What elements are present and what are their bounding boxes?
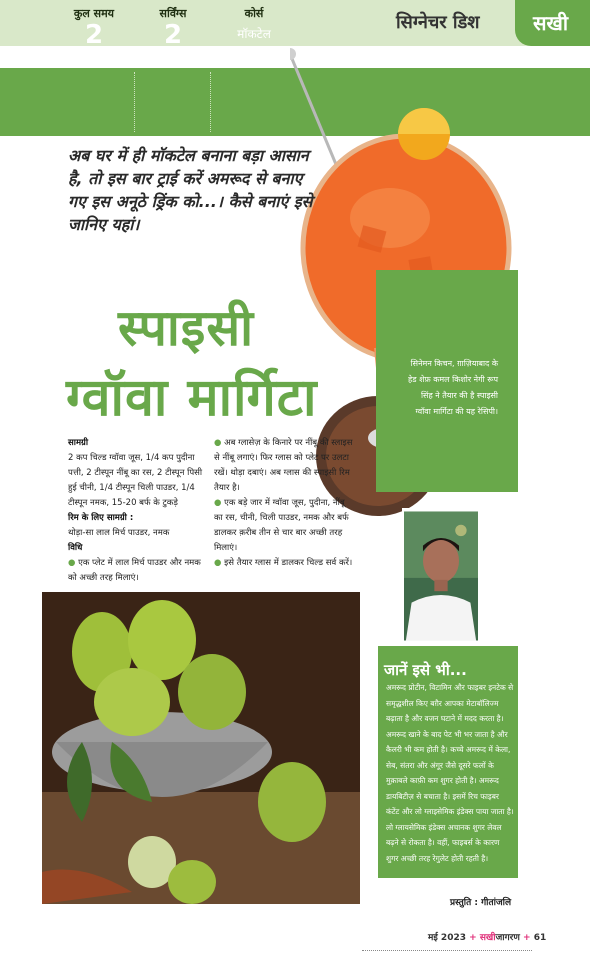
recipe-title-line1: स्पाइसी	[118, 299, 255, 357]
servings-cell	[140, 6, 206, 49]
method-step-3	[214, 496, 354, 556]
total-time-label: कुल समय	[73, 7, 115, 20]
guava-photo	[42, 592, 360, 904]
brand-tab	[515, 0, 590, 46]
method-step-4-text: इसे तैयार ग्लास में डालकर चिल्ड सर्व करें।	[224, 558, 353, 568]
ingredients-text: 2 कप चिल्ड ग्वॉवा जूस, 1/4 कप पुदीना पत्ती, 2 टीस्पून नींबू का रस, 2 टीस्पून पिसी हुई चीनी, 1/4 टीस्पून चिली पाउडर, 1/4 टीस्पून नमक, 15-20 बर्फ के टुकड़े	[68, 453, 203, 508]
method-step-2	[214, 436, 354, 496]
method-step-3-text: एक बड़े जार में ग्वॉवा जूस, पुदीना, नींबू का रस, चीनी, चिली पाउडर, नमक और बर्फ डालकर क़रीब तीन से चार बार अच्छी तरह मिलाएं।	[214, 498, 349, 553]
section-title: सिग्नेचर डिश	[396, 12, 480, 33]
know-more-body: अमरूद प्रोटीन, विटामिन और फाइबर इनटेक से समृद्धशील किए बग़ैर आपका मेटाबॉलिज्म बढ़ाता है और वजन घटाने में मदद करता है। अमरूद खाने के बाद पेट भी भर जाता है और कैलरी भी कम होती है। कच्चे अमरूद में केला, सेब, संतरा और अंगूर जैसे दूसरे फलों के मुक़ाबले काफ़ी कम शुगर होती है। अमरूद डायबिटीज़ से बचाता है। इसमें रिच फाइबर कंटेंट और लो ग्लाइसेमिक इंडेक्स पाया जाता है। लो ग्लायसेमिक इंडेक्स अचानक शुगर लेवल बढ़ने से रोकता है। वहीं, फाइबर्स के कारण शुगर अच्छी तरह रेगुलेट होती रहती है।	[386, 683, 514, 863]
total-time-cell	[58, 6, 130, 63]
course-value: मॉकटेल	[237, 27, 271, 41]
method-step-1-text: एक प्लेट में लाल मिर्च पाउडर और नमक को अच्छी तरह मिलाएं।	[68, 558, 201, 583]
footer-brand: सखी	[479, 933, 496, 943]
rim-heading: रिम के लिए सामग्री :	[68, 513, 134, 523]
info-divider	[134, 72, 135, 132]
footer-rule	[362, 950, 532, 951]
bullet-icon: ●	[214, 438, 222, 448]
chef-portrait-image	[404, 510, 478, 642]
footer-month: मई 2023	[428, 933, 466, 943]
page-footer	[428, 930, 546, 943]
bullet-icon: ●	[68, 558, 76, 568]
credit-text: प्रस्तुति : गीतांजलि	[450, 898, 512, 908]
rim-ingredients: थोड़ा-सा लाल मिर्च पाउडर, नमक	[68, 528, 170, 538]
method-step-4	[214, 556, 354, 571]
servings-label: सर्विंग्स	[159, 7, 187, 20]
recipe-title-line2: ग्वॉवा मार्गिटा	[66, 368, 318, 428]
bullet-icon: ●	[214, 498, 222, 508]
footer-plus: +	[523, 933, 531, 943]
ingredients-heading: सामग्री	[68, 438, 89, 448]
bullet-icon: ●	[214, 558, 222, 568]
recipe-column-right	[214, 436, 354, 571]
course-label: कोर्स	[244, 7, 264, 20]
course-cell	[220, 6, 288, 42]
know-more-title: जानें इसे भी...	[384, 661, 467, 679]
method-step-2-text: अब ग्लासेज़ के किनारे पर नींबू की स्लाइस से नींबू लगाएं। फिर ग्लास को प्लेट पर उलटा रखें। थोड़ा दबाएं। अब ग्लास की स्पाइसी रिम तैयार है।	[214, 438, 353, 493]
chef-photo	[402, 508, 480, 644]
brand-label: सखी	[533, 11, 569, 35]
method-step-1	[68, 556, 210, 586]
footer-page-number: 61	[533, 933, 547, 943]
method-heading: विधि	[68, 543, 83, 553]
footer-plus: +	[469, 933, 477, 943]
servings-value: 2	[163, 20, 183, 50]
total-time-value: 2	[84, 20, 104, 50]
footer-paper: जागरण	[495, 933, 520, 943]
recipe-column-left	[68, 436, 210, 586]
intro-text: अब घर में ही मॉकटेल बनाना बड़ा आसान है, तो इस बार ट्राई करें अमरूद से बनाए गए इस अनूठे ड्रिंक को...। कैसे बनाएं इसे जानिए यहां।	[68, 146, 313, 234]
chef-note: सिनेमन किचन, ग़ाज़ियाबाद के हेड शेफ़ कमल किशोर नेगी रूप सिंह ने तैयार की है स्पाइसी ग्वॉवा मार्गिटा की यह रेसिपी।	[408, 359, 498, 416]
total-time-unit: मिनट	[84, 52, 104, 63]
info-divider	[210, 72, 211, 132]
